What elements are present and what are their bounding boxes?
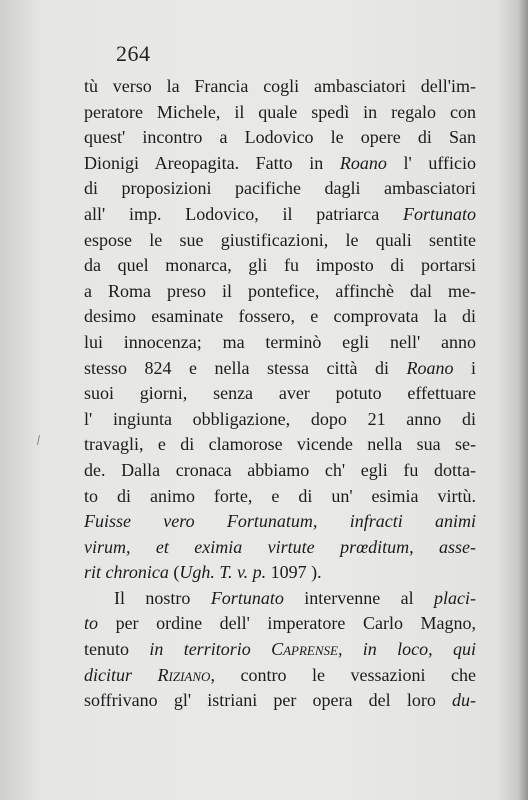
text-run: soffrivano gl' istriani per opera del loro	[84, 690, 452, 711]
text-line	[84, 176, 476, 202]
text-run: Il nostro	[114, 587, 211, 608]
text-line	[84, 535, 476, 561]
text-line	[84, 560, 476, 586]
italic-run: Fortunato	[210, 587, 284, 608]
italic-run: virum, et eximia virtute prœditum, asse-	[84, 536, 476, 557]
text-run: i	[453, 357, 476, 378]
text-line	[84, 356, 476, 382]
text-line	[84, 407, 476, 433]
text-line	[84, 228, 476, 254]
page-number: 264	[116, 41, 151, 66]
text-line	[84, 74, 476, 100]
text-line	[84, 125, 476, 151]
text-run: tù verso la Francia cogli ambasciatori dell'im-	[84, 76, 476, 96]
text-run: da quel monarca, gli fu imposto di portarsi	[84, 255, 476, 276]
text-run: , contro le vessazioni che	[210, 664, 477, 685]
italic-run: dicitur	[84, 664, 158, 685]
italic-run: Roano	[406, 357, 454, 378]
text-line	[84, 202, 476, 228]
text-run: l' ingiunta obbligazione, dopo 21 anno di	[84, 408, 476, 429]
text-line	[84, 151, 476, 177]
text-run: suoi giorni, senza aver potuto effettuare	[84, 383, 476, 404]
page-edge-shadow	[518, 0, 528, 800]
text-run: peratore Michele, il quale spedì in regalo con	[84, 101, 476, 122]
text-run: all' imp. Lodovico, il patriarca	[84, 203, 403, 224]
italic-run: rit chronica	[84, 562, 169, 583]
text-run: desimo esaminate fossero, e comprovata la di	[84, 306, 476, 327]
text-line	[84, 381, 476, 407]
text-line	[84, 611, 476, 637]
text-line	[84, 304, 476, 330]
margin-mark	[37, 435, 40, 445]
italic-run: placi-	[434, 587, 476, 608]
text-line	[84, 100, 476, 126]
text-run: l' ufficio	[386, 152, 476, 173]
text-line	[84, 663, 476, 689]
text-run: per ordine dell' imperatore Carlo Magno,	[98, 613, 476, 634]
italic-run: to	[84, 613, 99, 634]
text-line	[84, 637, 476, 663]
italic-run: Riziano	[157, 664, 211, 685]
italic-run: , in loco, qui	[337, 639, 476, 660]
text-line	[84, 458, 476, 484]
text-run: to di animo forte, e di un' esimia virtù.	[84, 485, 476, 506]
text-run: 1097 ).	[266, 562, 322, 583]
italic-run: Fortunato	[402, 203, 476, 224]
text-run: intervenne al	[283, 587, 434, 608]
text-line	[84, 688, 476, 714]
text-run: stesso 824 e nella stessa città di	[84, 357, 407, 378]
text-run: a Roma preso il pontefice, affinchè dal me-	[84, 280, 476, 301]
text-line	[84, 253, 476, 279]
paragraph	[84, 74, 476, 586]
italic-run: in territorio	[149, 639, 272, 660]
text-run: quest' incontro a Lodovico le opere di San	[84, 127, 476, 148]
text-run: de. Dalla cronaca abbiamo ch' egli fu dotta-	[84, 459, 476, 480]
text-run: (	[168, 562, 180, 583]
text-line	[84, 586, 476, 612]
text-line	[84, 509, 476, 535]
text-run: Dionigi Areopagita. Fatto in	[84, 152, 340, 173]
italic-run: Caprense	[271, 639, 338, 660]
body-text	[84, 74, 476, 714]
italic-run: Ugh. T. v. p.	[179, 562, 267, 583]
paragraph	[84, 586, 476, 714]
text-line	[84, 484, 476, 510]
text-run: di proposizioni pacifiche dagli ambasciatori	[84, 178, 476, 199]
italic-run: du-	[452, 690, 476, 711]
text-run: travagli, e di clamorose vicende nella sua se-	[84, 434, 476, 455]
italic-run: Roano	[339, 152, 387, 173]
text-run: tenuto	[84, 639, 150, 660]
text-line	[84, 330, 476, 356]
text-run: espose le sue giustificazioni, le quali sentite	[84, 229, 476, 250]
text-run: lui innocenza; ma terminò egli nell' anno	[84, 331, 476, 352]
italic-run: Fuisse vero Fortunatum, infracti animi	[84, 511, 476, 532]
text-line	[84, 432, 476, 458]
text-line	[84, 279, 476, 305]
